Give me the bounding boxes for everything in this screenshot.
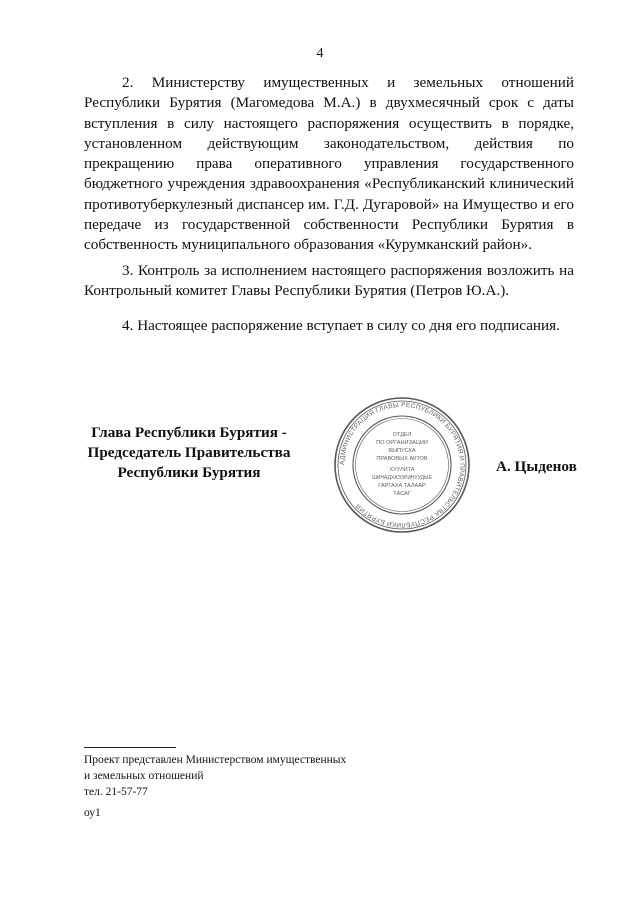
seal-line: ХУУЛИТА <box>389 467 415 473</box>
paragraph-2: 2. Министерству имущественных и земельных отношений Республики Бурятия (Магомедова М.А.) в двухмесячный срок с даты вступления в силу настоящего распоряжения осуществить в порядке, установленном действующим законодательством, действия по прекращению права оперативного управления государственного бюджетного учреждения здравоохранения «Республиканский клинический противотуберкулезный диспансер им. Г.Д. Дугаровой» на Имущество и его передаче из государственной собственности Республики Бурятия в собственность муниципального образования «Курумканский район». <box>84 74 574 254</box>
seal-outer-text: АДМИНИСТРАЦИЯ ГЛАВЫ РЕСПУБЛИКИ БУРЯТИЯ И ПРАВИТЕЛЬСТВА РЕСПУБЛИКИ БУРЯТИЯ <box>338 401 466 529</box>
seal-line: ОТДЕЛ <box>392 432 412 438</box>
seal-line: ПО ОРГАНИЗАЦИИ <box>376 440 428 446</box>
document-code: оу1 <box>84 807 101 819</box>
svg-text:АДМИНИСТРАЦИЯ ГЛАВЫ РЕСПУБЛИКИ <box>339 402 465 528</box>
footnote-line: и земельных отношений <box>84 770 204 782</box>
official-seal-icon <box>333 396 471 534</box>
signatory-name: А. Цыденов <box>496 458 577 475</box>
seal-line: ВЫПУСКА <box>388 448 416 454</box>
paragraph-3: 3. Контроль за исполнением настоящего распоряжения возложить на Контрольный комитет Главы Республики Бурятия (Петров Ю.А.). <box>84 262 574 300</box>
footnote-line: Проект представлен Министерством имущественных <box>84 754 347 766</box>
seal-line: ПРАВОВЫХ АКТОВ <box>376 456 428 462</box>
footnote-line: тел. 21-57-77 <box>84 786 148 798</box>
signatory-position <box>74 423 304 483</box>
signatory-position-line: Республики Бурятия <box>117 464 261 481</box>
signatory-position-line: Глава Республики Бурятия - <box>91 424 287 441</box>
seal-line: ШИНАДХАЭЗРИНУУДЫЕ <box>372 475 432 481</box>
page-number: 4 <box>316 46 324 61</box>
paragraph-4: 4. Настоящее распоряжение вступает в силу со дня его подписания. <box>122 317 560 334</box>
signatory-position-line: Председатель Правительства <box>87 444 291 461</box>
seal-line: ГАРГАХА ТАЛААР <box>378 483 426 489</box>
seal-line: ТАСАГ <box>393 491 411 497</box>
footnote-divider <box>84 747 176 748</box>
footnote <box>84 752 346 800</box>
